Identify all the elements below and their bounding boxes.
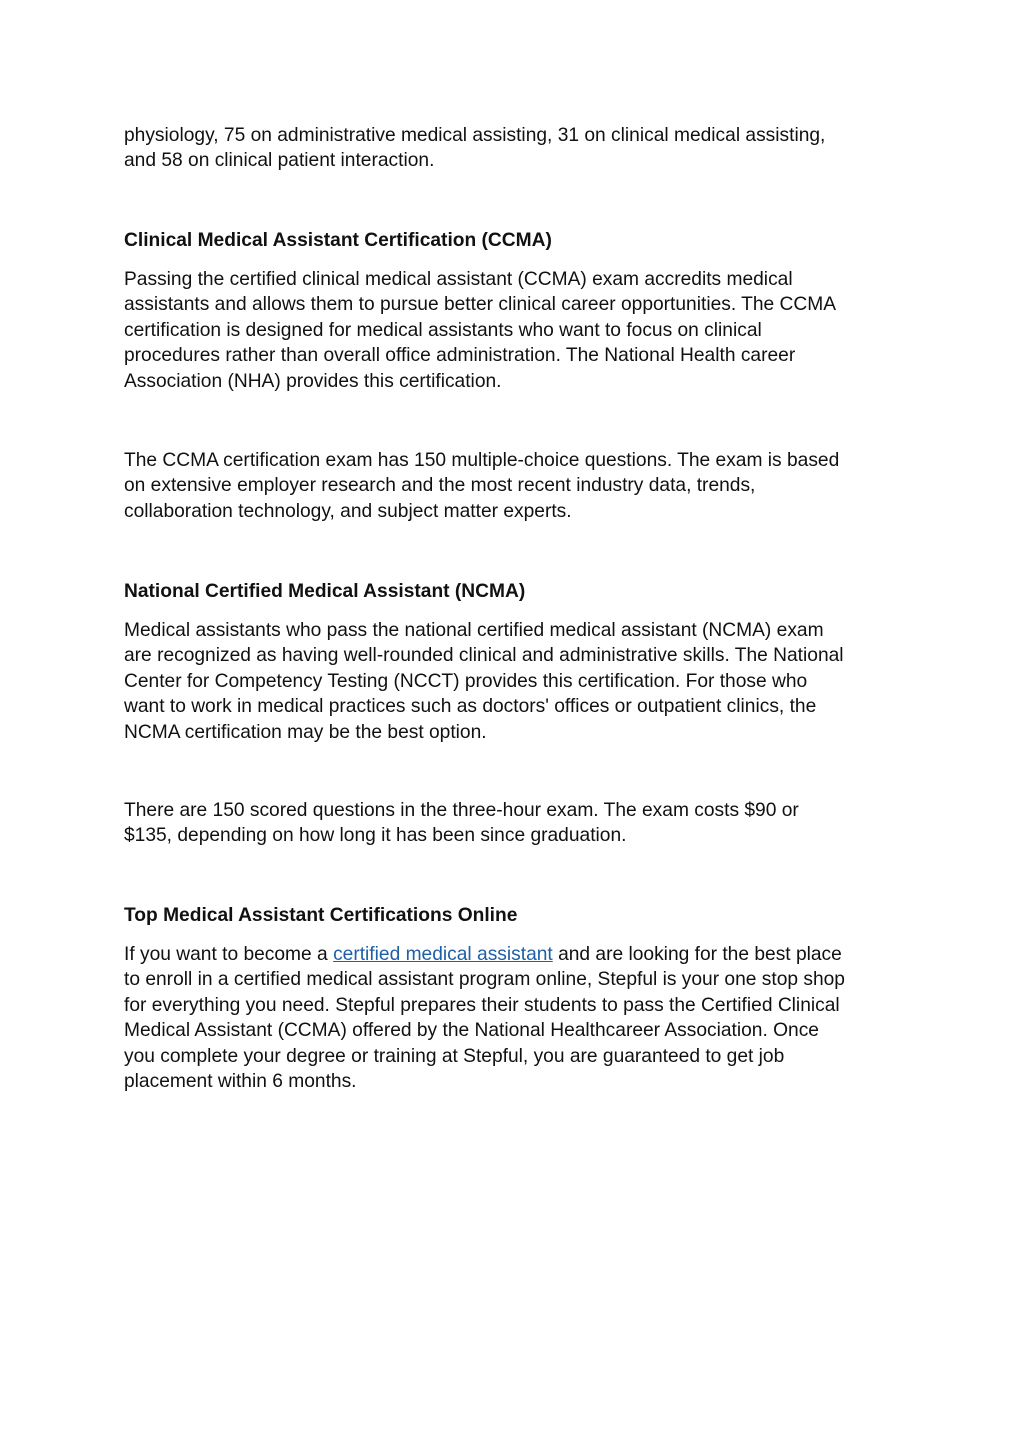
paragraph-line: Center for Competency Testing (NCCT) provides this certification. For those who	[124, 670, 808, 692]
paragraph-line: placement within 6 months.	[124, 1071, 357, 1093]
ncma-paragraph-2	[124, 798, 914, 849]
paragraph-line: certification is designed for medical assistants who want to focus on clinical	[124, 319, 762, 341]
top-online-paragraph	[124, 942, 914, 1094]
paragraph-line: to enroll in a certified medical assistant program online, Stepful is your one stop shop	[124, 969, 845, 991]
paragraph-line: Passing the certified clinical medical assistant (CCMA) exam accredits medical	[124, 269, 793, 290]
paragraph-line: Association (NHA) provides this certification.	[124, 370, 502, 392]
paragraph-line: procedures rather than overall office administration. The National Health career	[124, 345, 796, 367]
ncma-heading: National Certified Medical Assistant (NCMA)	[124, 581, 526, 602]
paragraph-line: you complete your degree or training at Stepful, you are guaranteed to get job	[124, 1045, 785, 1067]
paragraph-line: assistants and allows them to pursue better clinical career opportunities. The CCMA	[124, 294, 837, 316]
paragraph-line: The CCMA certification exam has 150 multiple-choice questions. The exam is based	[124, 450, 840, 471]
paragraph-line: Medical Assistant (CCMA) offered by the National Healthcareer Association. Once	[124, 1020, 819, 1042]
paragraph-line: NCMA certification may be the best option.	[124, 721, 487, 743]
paragraph-line: collaboration technology, and subject matter experts.	[124, 500, 572, 522]
intro-paragraph	[124, 123, 914, 174]
paragraph-line: and 58 on clinical patient interaction.	[124, 150, 435, 172]
ccma-heading: Clinical Medical Assistant Certification (CCMA)	[124, 230, 552, 251]
paragraph-line	[124, 942, 914, 967]
paragraph-line: for everything you need. Stepful prepares their students to pass the Certified Clinical	[124, 994, 840, 1016]
ccma-paragraph-1	[124, 267, 914, 394]
paragraph-line: physiology, 75 on administrative medical assisting, 31 on clinical medical assisting,	[124, 125, 826, 146]
paragraph-line: Medical assistants who pass the national certified medical assistant (NCMA) exam	[124, 620, 824, 641]
ccma-paragraph-2	[124, 448, 914, 524]
paragraph-line: on extensive employer research and the most recent industry data, trends,	[124, 475, 756, 497]
text-after-link: and are looking for the best place	[552, 944, 842, 965]
certified-medical-assistant-link[interactable]: certified medical assistant	[333, 944, 553, 965]
paragraph-line: are recognized as having well-rounded clinical and administrative skills. The National	[124, 645, 844, 667]
text-before-link: If you want to become a	[124, 944, 334, 965]
paragraph-line: $135, depending on how long it has been since graduation.	[124, 825, 627, 847]
paragraph-line: want to work in medical practices such as doctors' offices or outpatient clinics, the	[124, 696, 817, 718]
top-online-heading: Top Medical Assistant Certifications Online	[124, 905, 518, 926]
ncma-paragraph-1	[124, 618, 914, 745]
paragraph-line: There are 150 scored questions in the three-hour exam. The exam costs $90 or	[124, 800, 799, 821]
